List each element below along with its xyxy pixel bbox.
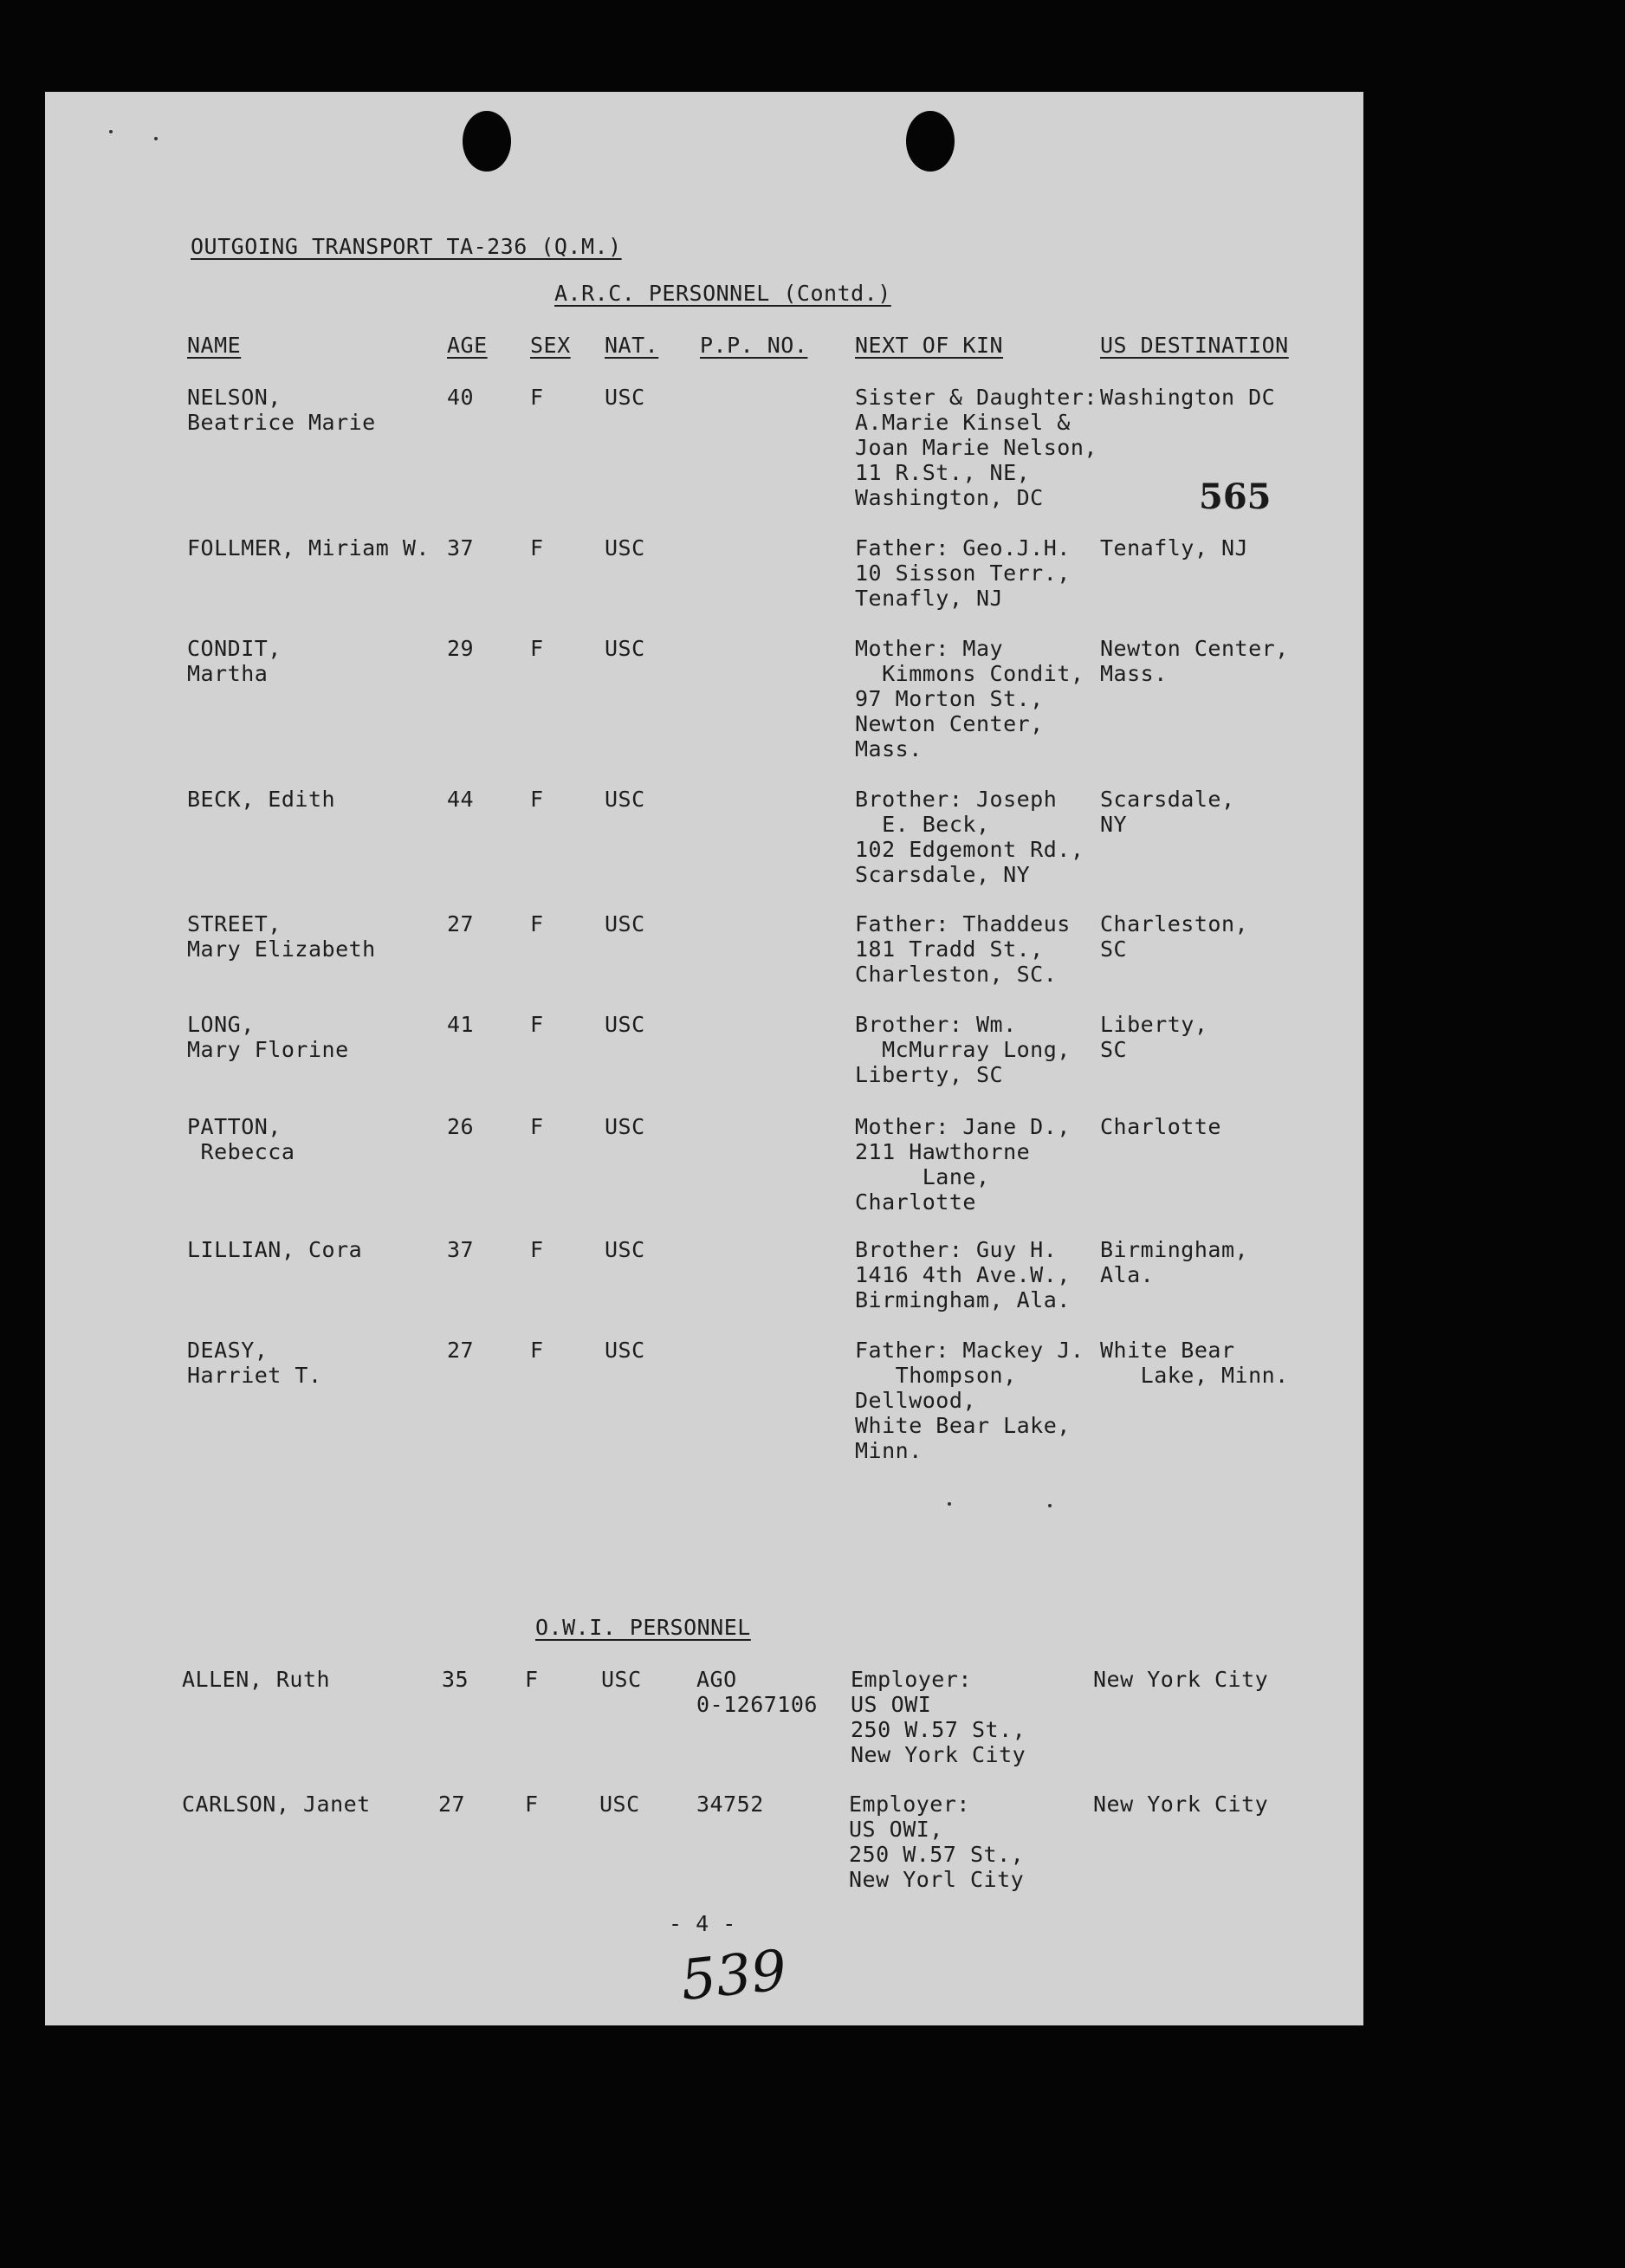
next-of-kin: Father: Mackey J. Thompson, Dellwood, White Bear Lake, Minn. bbox=[855, 1338, 1084, 1463]
section-heading-arc: A.R.C. PERSONNEL (Contd.) bbox=[554, 281, 891, 306]
person-nationality: USC bbox=[605, 1237, 645, 1262]
passport-number: 34752 bbox=[696, 1792, 764, 1817]
person-name: BECK, Edith bbox=[187, 787, 336, 812]
punch-hole bbox=[906, 111, 955, 172]
person-sex: F bbox=[530, 1237, 544, 1262]
document-page bbox=[45, 92, 1363, 2025]
person-sex: F bbox=[530, 385, 544, 410]
person-nationality: USC bbox=[599, 1792, 640, 1817]
us-destination: New York City bbox=[1093, 1792, 1269, 1817]
header-pp-no: P.P. NO. bbox=[700, 333, 808, 358]
person-nationality: USC bbox=[605, 787, 645, 812]
speck bbox=[948, 1502, 951, 1506]
person-nationality: USC bbox=[605, 636, 645, 661]
page-number: - 4 - bbox=[669, 1911, 736, 1936]
person-sex: F bbox=[530, 787, 544, 812]
person-sex: F bbox=[530, 535, 544, 561]
person-nationality: USC bbox=[605, 1338, 645, 1363]
person-name: FOLLMER, Miriam W. bbox=[187, 535, 430, 561]
person-age: 27 bbox=[447, 1338, 475, 1363]
us-destination: Newton Center, Mass. bbox=[1100, 636, 1289, 686]
person-sex: F bbox=[525, 1667, 539, 1692]
person-age: 37 bbox=[447, 1237, 475, 1262]
person-name: CONDIT, Martha bbox=[187, 636, 282, 686]
person-name: PATTON, Rebecca bbox=[187, 1114, 295, 1164]
us-destination: Tenafly, NJ bbox=[1100, 535, 1249, 561]
speck bbox=[109, 130, 113, 133]
us-destination: Birmingham, Ala. bbox=[1100, 1237, 1249, 1287]
person-name: NELSON, Beatrice Marie bbox=[187, 385, 376, 435]
handwritten-folio-number: 539 bbox=[677, 1938, 790, 2014]
us-destination: Charlotte bbox=[1100, 1114, 1221, 1139]
person-age: 27 bbox=[438, 1792, 466, 1817]
person-name: LONG, Mary Florine bbox=[187, 1012, 349, 1062]
person-age: 26 bbox=[447, 1114, 475, 1139]
next-of-kin: Father: Geo.J.H. 10 Sisson Terr., Tenafly, NJ bbox=[855, 535, 1071, 611]
next-of-kin: Employer: US OWI 250 W.57 St., New York City bbox=[851, 1667, 1026, 1767]
header-name: NAME bbox=[187, 333, 242, 358]
person-name: STREET, Mary Elizabeth bbox=[187, 911, 376, 962]
us-destination: White Bear Lake, Minn. bbox=[1100, 1338, 1289, 1388]
next-of-kin: Brother: Joseph E. Beck, 102 Edgemont Rd., Scarsdale, NY bbox=[855, 787, 1084, 887]
next-of-kin: Sister & Daughter: A.Marie Kinsel & Joan Marie Nelson, 11 R.St., NE, Washington, DC bbox=[855, 385, 1097, 510]
header-next-of-kin: NEXT OF KIN bbox=[855, 333, 1004, 358]
header-age: AGE bbox=[447, 333, 488, 358]
section-heading-owi: O.W.I. PERSONNEL bbox=[535, 1615, 751, 1640]
speck bbox=[154, 137, 158, 140]
next-of-kin: Brother: Wm. McMurray Long, Liberty, SC bbox=[855, 1012, 1071, 1087]
next-of-kin: Father: Thaddeus 181 Tradd St., Charleston, SC. bbox=[855, 911, 1071, 987]
person-sex: F bbox=[530, 1338, 544, 1363]
stamped-number: 565 bbox=[1199, 476, 1272, 517]
person-nationality: USC bbox=[601, 1667, 642, 1692]
header-us-destination: US DESTINATION bbox=[1100, 333, 1289, 358]
person-age: 35 bbox=[442, 1667, 469, 1692]
person-sex: F bbox=[530, 1114, 544, 1139]
person-nationality: USC bbox=[605, 911, 645, 936]
next-of-kin: Employer: US OWI, 250 W.57 St., New Yorl City bbox=[849, 1792, 1025, 1892]
person-age: 27 bbox=[447, 911, 475, 936]
person-age: 29 bbox=[447, 636, 475, 661]
document-title: OUTGOING TRANSPORT TA-236 (Q.M.) bbox=[191, 234, 622, 259]
person-nationality: USC bbox=[605, 1012, 645, 1037]
next-of-kin: Mother: May Kimmons Condit, 97 Morton St., Newton Center, Mass. bbox=[855, 636, 1084, 761]
person-age: 44 bbox=[447, 787, 475, 812]
person-sex: F bbox=[530, 1012, 544, 1037]
next-of-kin: Mother: Jane D., 211 Hawthorne Lane, Charlotte bbox=[855, 1114, 1071, 1215]
header-nat: NAT. bbox=[605, 333, 659, 358]
person-name: CARLSON, Janet bbox=[182, 1792, 371, 1817]
speck bbox=[1048, 1504, 1052, 1507]
person-name: LILLIAN, Cora bbox=[187, 1237, 363, 1262]
us-destination: Washington DC bbox=[1100, 385, 1276, 410]
us-destination: New York City bbox=[1093, 1667, 1269, 1692]
person-nationality: USC bbox=[605, 1114, 645, 1139]
person-sex: F bbox=[530, 911, 544, 936]
person-name: ALLEN, Ruth bbox=[182, 1667, 331, 1692]
us-destination: Scarsdale, NY bbox=[1100, 787, 1235, 837]
person-nationality: USC bbox=[605, 385, 645, 410]
us-destination: Liberty, SC bbox=[1100, 1012, 1208, 1062]
person-name: DEASY, Harriet T. bbox=[187, 1338, 322, 1388]
person-age: 41 bbox=[447, 1012, 475, 1037]
punch-hole bbox=[463, 111, 511, 172]
person-sex: F bbox=[530, 636, 544, 661]
us-destination: Charleston, SC bbox=[1100, 911, 1249, 962]
next-of-kin: Brother: Guy H. 1416 4th Ave.W., Birmingham, Ala. bbox=[855, 1237, 1071, 1312]
header-sex: SEX bbox=[530, 333, 571, 358]
person-age: 37 bbox=[447, 535, 475, 561]
person-age: 40 bbox=[447, 385, 475, 410]
person-nationality: USC bbox=[605, 535, 645, 561]
person-sex: F bbox=[525, 1792, 539, 1817]
passport-number: AGO 0-1267106 bbox=[696, 1667, 818, 1717]
